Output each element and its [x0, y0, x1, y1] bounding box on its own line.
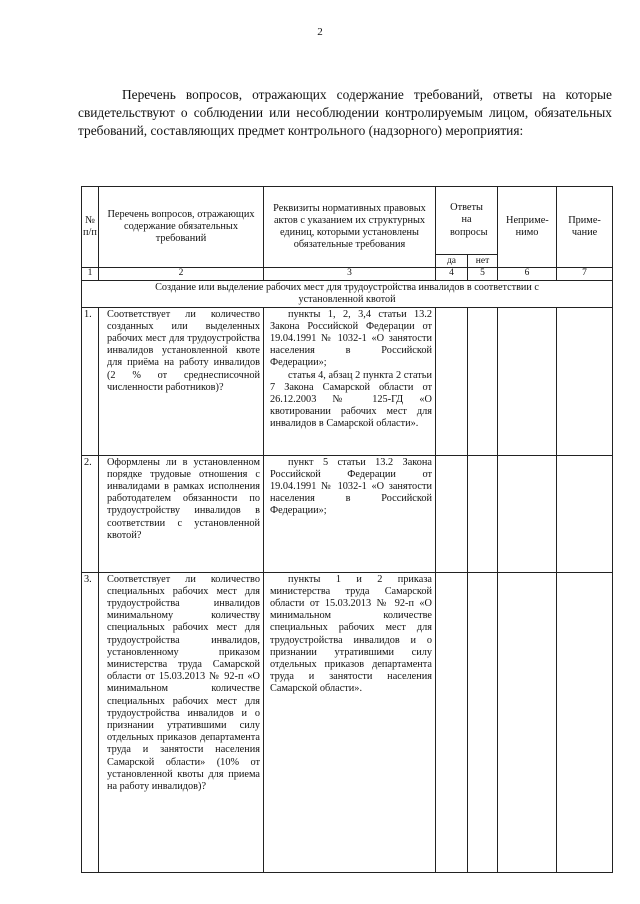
column-number: 3 [264, 268, 436, 281]
intro-text: Перечень вопросов, отражающих содержание требований, ответы на которые свидетельствуют о соблюдении или несоблюдении контролируемым лицом, обязательных требований, составляющих предмет контрольного (надзорного) мероприятия: [78, 87, 612, 138]
table-row [82, 572, 613, 872]
question-cell: Соответствует ли количество специальных рабочих мест для трудоустройства инвалидов минимальному количеству специальных рабочих мест для трудоустройства инвалидов, установленному приказом министерства труда Самарской области от 15.03.2013 № 92-п «О минимальном количестве специальных рабочих мест для трудоустройства инвалидов и о признании утратившими силу отдельных приказов департамента труда и занятости населения Самарской области» (10% от установленной квоты для приема на работу инвалидов)? [99, 572, 264, 872]
table-header-row [82, 187, 613, 255]
row-number: 2. [82, 455, 99, 572]
header-not-applicable: Неприме-нимо [498, 187, 557, 268]
note-cell[interactable] [557, 572, 613, 872]
requisites-cell [264, 455, 436, 572]
section-title-row [82, 281, 613, 308]
section-title: Создание или выделение рабочих мест для трудоустройства инвалидов в соответствии с установленной квотой [82, 281, 613, 308]
column-number: 1 [82, 268, 99, 281]
answer-no-cell[interactable] [468, 572, 498, 872]
not-applicable-cell[interactable] [498, 572, 557, 872]
header-yes: да [436, 255, 468, 268]
answer-yes-cell[interactable] [436, 455, 468, 572]
header-no: нет [468, 255, 498, 268]
answer-no-cell[interactable] [468, 455, 498, 572]
requisite-paragraph: пункты 1 и 2 приказа министерства труда Самарской области от 15.03.2013 № 92-п «О минимальном количестве специальных рабочих мест для трудоустройства инвалидов и о признании утратившими силу отдельных приказов департамента труда и занятости населения Самарской области». [270, 573, 432, 695]
header-questions: Перечень вопросов, отражающих содержание обязательных требований [99, 187, 264, 268]
question-cell: Оформлены ли в установленном порядке трудовые отношения с инвалидами в рамках исполнения работодателем обязанности по трудоустройству инвалидов в соответствии с установленной квотой? [99, 455, 264, 572]
column-number: 6 [498, 268, 557, 281]
page-number: 2 [317, 26, 323, 38]
not-applicable-cell[interactable] [498, 455, 557, 572]
header-num: № п/п [82, 187, 99, 268]
note-cell[interactable] [557, 307, 613, 455]
row-number: 3. [82, 572, 99, 872]
header-answers: Ответы на вопросы [436, 187, 498, 255]
answer-yes-cell[interactable] [436, 572, 468, 872]
answer-yes-cell[interactable] [436, 307, 468, 455]
not-applicable-cell[interactable] [498, 307, 557, 455]
table-row [82, 307, 613, 455]
note-cell[interactable] [557, 455, 613, 572]
answer-no-cell[interactable] [468, 307, 498, 455]
column-number: 4 [436, 268, 468, 281]
question-cell: Соответствует ли количество созданных или выделенных рабочих мест для трудоустройства инвалидов установленной квоте для приёма на работу инвалидов (2 % от среднесписочной численности работников)? [99, 307, 264, 455]
table-row [82, 455, 613, 572]
checklist-table [81, 186, 613, 873]
requisite-paragraph: пункт 5 статьи 13.2 Закона Российской Федерации от 19.04.1991 № 1032-1 «О занятости населения в Российской Федерации»; [270, 456, 432, 517]
row-number: 1. [82, 307, 99, 455]
column-number: 2 [99, 268, 264, 281]
column-number: 5 [468, 268, 498, 281]
column-number-row [82, 268, 613, 281]
requisite-paragraph: пункты 1, 2, 3,4 статьи 13.2 Закона Российской Федерации от 19.04.1991 № 1032-1 «О занятости населения в Российской Федерации»; [270, 308, 432, 369]
column-number: 7 [557, 268, 613, 281]
requisites-cell [264, 572, 436, 872]
header-note: Приме-чание [557, 187, 613, 268]
requisites-cell [264, 307, 436, 455]
requisite-paragraph: статья 4, абзац 2 пункта 2 статьи 7 Закона Самарской области от 26.12.2003 № 125-ГД «О квотировании рабочих мест для инвалидов в Самарской области». [270, 369, 432, 430]
header-requisites: Реквизиты нормативных правовых актов с указанием их структурных единиц, которыми установлены обязательные требования [264, 187, 436, 268]
